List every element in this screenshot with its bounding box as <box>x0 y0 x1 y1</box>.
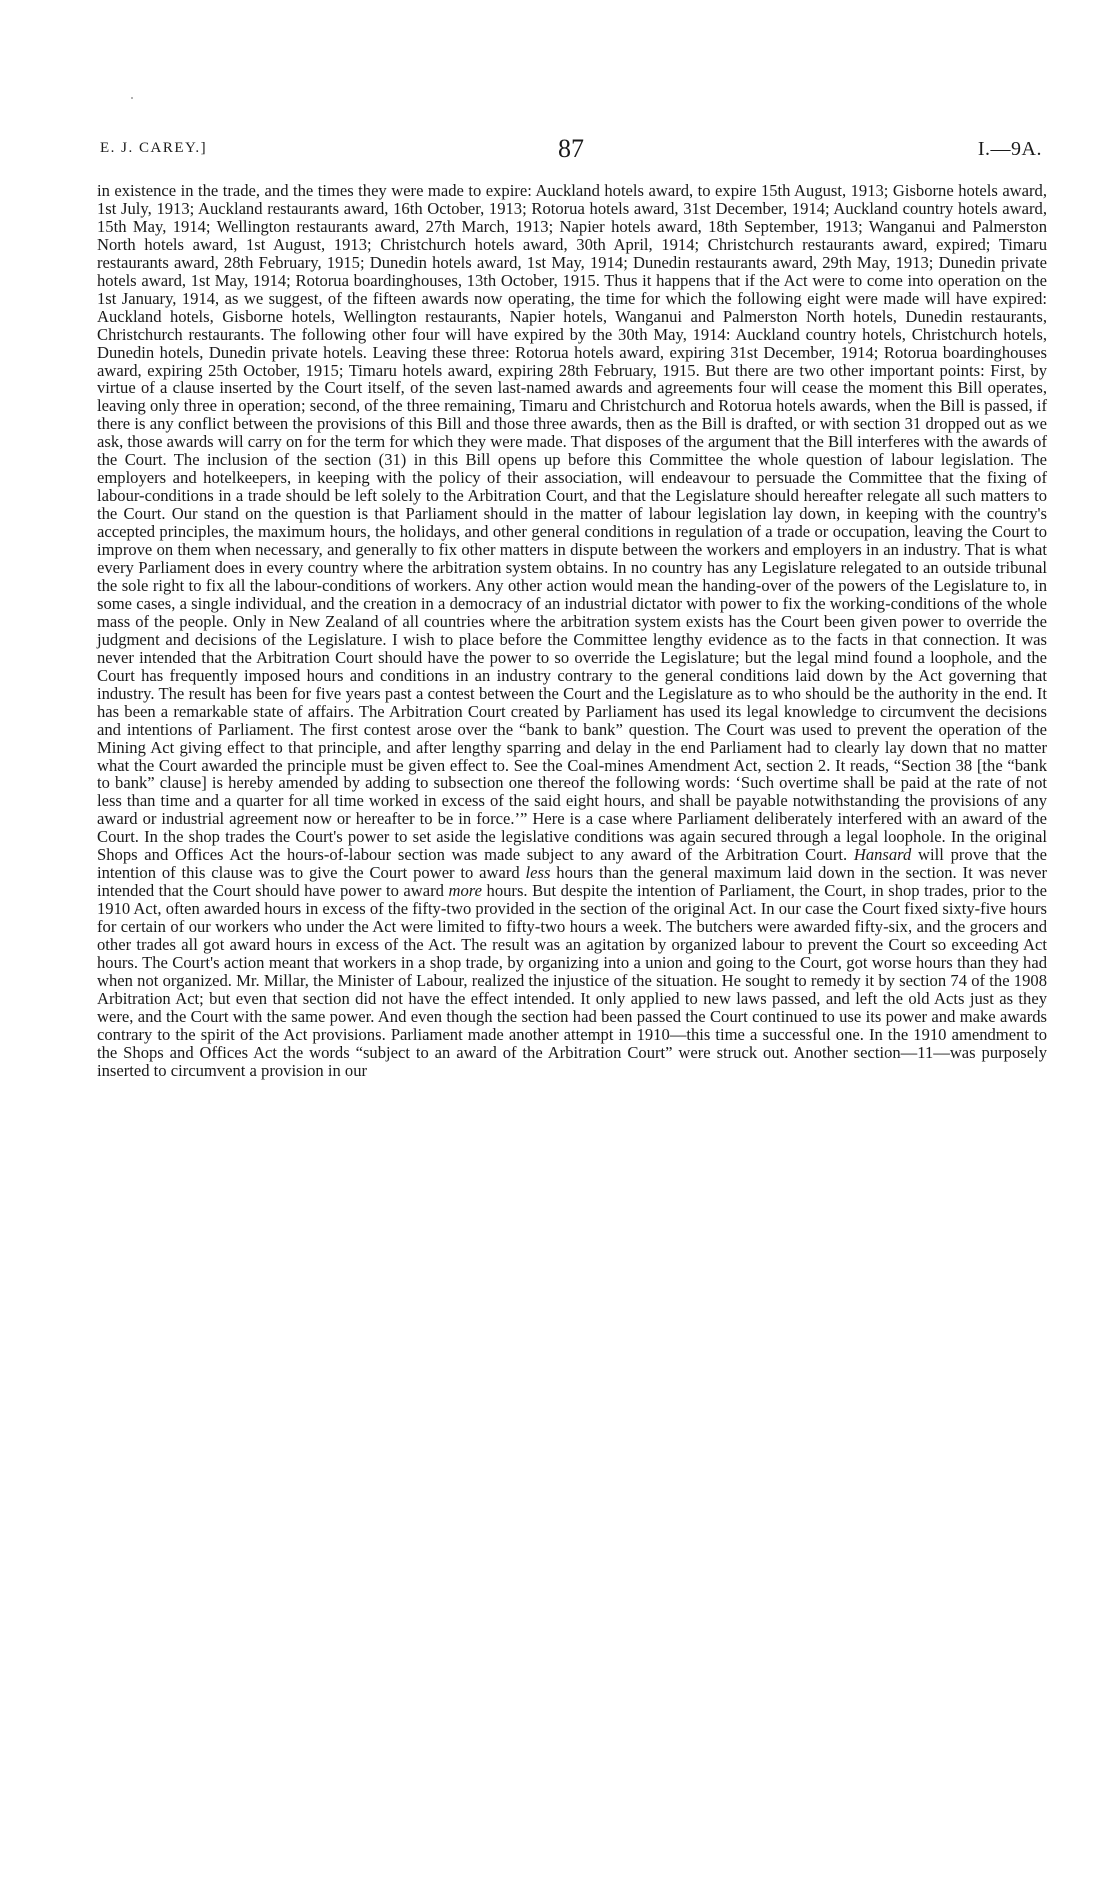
text-segment-maximum-hours: hours than the general maximum laid down in the section. It was never intended that the Court should have power to award <box>97 863 1047 901</box>
text-segment-expiry-summary: Thus it happens that if the Act were to come into operation on the 1st January, 1914, as we suggest, of the fifteen awards now operating, the time for which the following eight were made will have expired: Auckland hotels, Gisborne hotels, Wellington restaurants, Napier hotels, Wanganui and Palmerston North hotels, Dunedin restaurants, Christchurch restaurants. The following other four will have expired by the 30th May, 1914: Auckland country hotels, Christchurch hotels, Dunedin hotels, Dunedin private hotels. Leaving these three: Rotorua hotels award, expiring 31st December, 1914; Rotorua boardinghouses award, expiring 25th October, 1915; Timaru hotels award, expiring 28th February, 1915. <box>97 270 1047 380</box>
page-number: 87 <box>558 134 584 163</box>
italic-more: more <box>448 881 482 901</box>
text-segment-labour-legislation: The inclusion of the section (31) in this Bill opens up before this Committee the whole question of labour legislation. The employers and hotelkeepers, in keeping with the policy of their association, will endeavour to persuade the Committee that the fixing of labour-conditions in a trade should be left solely to the Arbitration Court, and that the Legislature should hereafter relegate all such matters to the Court. Our stand on the question is that Parliament should in the matter of labour legislation lay down, in keeping with the country's accepted principles, the maximum hours, the holidays, and other general conditions in regulation of a trade or occupation, leaving the Court to improve on them when necessary, and generally to fix other matters in dispute between the workers and employers in an industry. That is what every Parliament does in every country where the arbitration system obtains. In no country has any Legislature relegated to an outside tribunal the sole right to fix all the labour-conditions of workers. Any other action would mean the handing-over of the powers of the Legislature to, in some cases, a single individual, and the creation in a democracy of an industrial dictator with power to fix the working-conditions of the whole mass of the people. <box>97 450 1047 631</box>
text-segment-court-power: Only in New Zealand of all countries where the arbitration system exists has the Court been given power to override the judgment and decisions of the Legislature. I wish to place before the Committee lengthy evidence as to the facts in that connection. It was never intended that the Arbitration Court should have the power to so override the Legislature; but the legal mind found a loophole, and the Court has frequently imposed hours and conditions in an industry contrary to the general conditions laid down by the Act governing that industry. The result has been for five years past a contest between the Court and the Legislature as to who should be the authority in the end. It has been a remarkable state of affairs. The Arbitration Court created by Parliament has used its legal knowledge to circumvent the decisions and intentions of Parliament. The first contest arose over the “bank to bank” question. The Court was used to prevent the operation of the Mining Act giving effect to that principle, and after lengthy sparring and delay in the end Parliament had to clearly lay down that no matter what the Court awarded the principle must be given effect to. See the Coal-mines Amendment Act, section 2. It reads, “Section 38 [the “bank to bank” clause] is hereby amended by adding to subsection one thereof the following words: ‘Such overtime shall be paid at the rate of not less than time and a quarter for all time worked in excess of the said eight hours, and shall be payable notwithstanding the provisions of any award or industrial agreement now or hereafter to be in force.’” Here is a case where Parliament deliberately interfered with an award of the Court. <box>97 611 1048 847</box>
text-segment-shops-offices-act: hours. But despite the intention of Parliament, the Court, in shop trades, prior to the 1910 Act, often awarded hours in excess of the fifty-two provided in the section of the original Act. In our case the Court fixed sixty-five hours for certain of our workers who under the Act were limited to fifty-two hours a week. The butchers were awarded fifty-six, and the grocers and other trades all got award hours in excess of the Act. The result was an agitation by organized labour to prevent the Court so exceeding Act hours. The Court's action meant that workers in a shop trade, by organizing into a union and going to the Court, got worse hours than they had when not organized. Mr. Millar, the Minister of Labour, realized the injustice of the situation. He sought to remedy it by section 74 of the 1908 Arbitration Act; but even that section did not have the effect intended. It only applied to new laws passed, and left the old Acts just as they were, and the Court with the same power. And even though the section had been passed the Court continued to use its power and make awards contrary to the spirit of the Act provisions. Parliament made another attempt in 1910—this time a successful one. In the 1910 amendment to the Shops and Offices Act the words “subject to an award of the Arbitration Court” were struck out. Another section—11—was purposely inserted to circumvent a provision in our <box>97 881 1047 1080</box>
stray-mark <box>131 97 133 99</box>
body-paragraph <box>97 182 1047 1080</box>
document-reference: I.—9A. <box>977 138 1042 160</box>
speaker-header: E. J. CAREY.] <box>100 140 208 156</box>
running-head <box>100 136 1042 166</box>
text-segment-clause-intention: will prove that the intention of this clause was to give the Court power to award <box>97 845 1047 883</box>
text-segment-important-points: But there are two other important points: First, by virtue of a clause inserted by the Court itself, of the seven last-named awards and agreements four will cease the moment this Bill operates, leaving only three in operation; second, of the three remaining, Timaru and Christchurch and Rotorua hotels awards, when the Bill is passed, if there is any conflict between the provisions of this Bill and those three awards, then as the Bill is drafted, or with section 31 dropped out as we ask, those awards will carry on for the term for which they were made. That disposes of the argument that the Bill interferes with the awards of the Court. <box>97 360 1048 470</box>
text-segment-shop-trades: In the shop trades the Court's power to set aside the legislative conditions was again secured through a legal loophole. In the original Shops and Offices Act the hours-of-labour section was made subject to any award of the Arbitration Court. <box>97 827 1047 865</box>
text-segment-awards-list: in existence in the trade, and the times they were made to expire: Auckland hotels award, to expire 15th August, 1913; Gisborne hotels award, 1st July, 1913; Auckland restaurants award, 16th October, 1913; Rotorua hotels award, 31st December, 1914; Auckland country hotels award, 15th May, 1914; Wellington restaurants award, 27th March, 1913; Napier hotels award, 18th September, 1913; Wanganui and Palmerston North hotels award, 1st August, 1913; Christchurch hotels award, 30th April, 1914; Christchurch restaurants award, expired; Timaru restaurants award, 28th February, 1915; Dunedin hotels award, 1st May, 1914; Dunedin restaurants award, 29th May, 1913; Dunedin private hotels award, 1st May, 1914; Rotorua boardinghouses, 13th October, 1915. <box>97 181 1047 290</box>
italic-less: less <box>525 863 551 883</box>
italic-hansard: Hansard <box>853 845 912 865</box>
